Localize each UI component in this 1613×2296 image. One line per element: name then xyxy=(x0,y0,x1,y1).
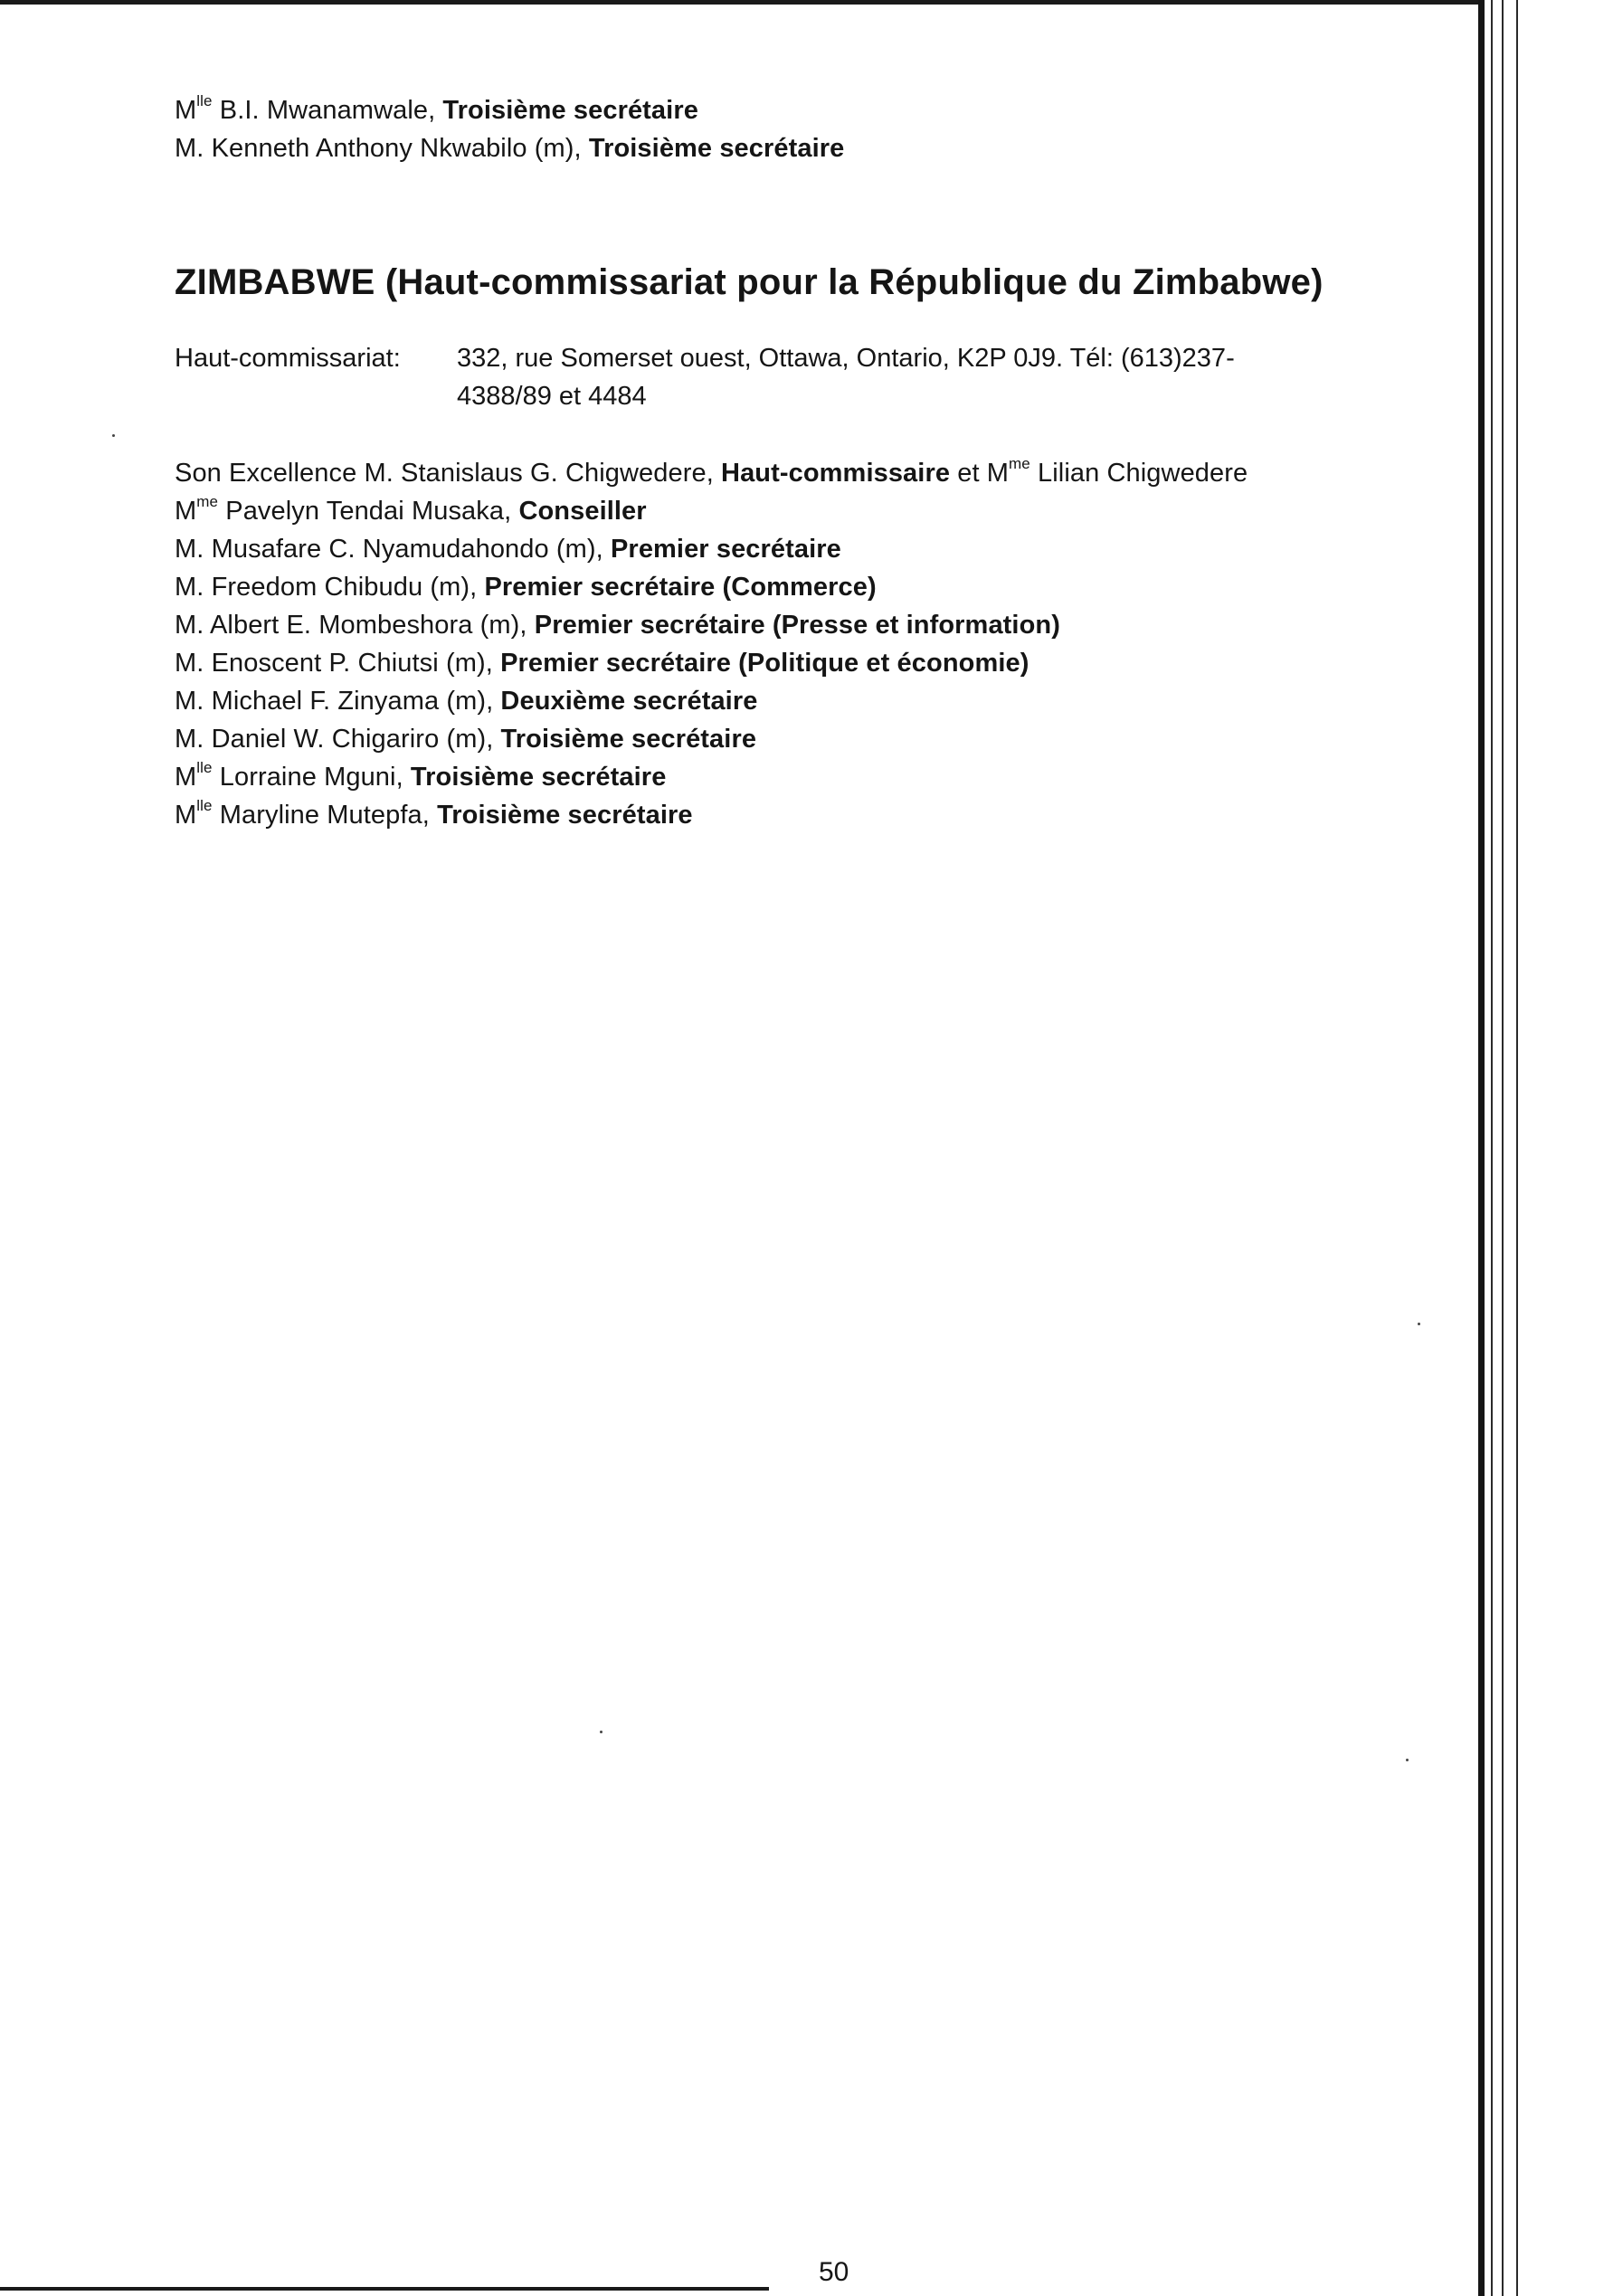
list-item: M. Kenneth Anthony Nkwabilo (m), Troisième secrétaire xyxy=(175,134,845,163)
scan-speck xyxy=(1418,1323,1420,1325)
head-of-mission: Son Excellence M. Stanislaus G. Chigwedere, Haut-commissaire et $M^{me}$ Lilian Chigwedere xyxy=(175,455,1248,488)
scan-speck xyxy=(112,434,115,437)
scan-edge-line xyxy=(1516,0,1518,2296)
scan-speck xyxy=(600,1731,603,1733)
scan-edge-line xyxy=(1491,0,1493,2296)
list-item: M. Albert E. Mombeshora (m), Premier secrétaire (Presse et information) xyxy=(175,611,1060,640)
page-edge-bottom xyxy=(0,2287,769,2291)
address-line: 332, rue Somerset ouest, Ottawa, Ontario, K2P 0J9. Tél: (613)237- xyxy=(457,344,1235,373)
list-item: $M^{lle}$ Maryline Mutepfa, Troisième secrétaire xyxy=(175,797,693,830)
list-item: M. Daniel W. Chigariro (m), Troisième secrétaire xyxy=(175,725,757,754)
top-list xyxy=(175,91,844,167)
list-item: M. Freedom Chibudu (m), Premier secrétaire (Commerce) xyxy=(175,573,877,602)
list-item: M. Enoscent P. Chiutsi (m), Premier secrétaire (Politique et économie) xyxy=(175,649,1029,678)
page-number: 50 xyxy=(819,2257,849,2287)
list-item: M. Musafare C. Nyamudahondo (m), Premier secrétaire xyxy=(175,535,841,564)
scan-edge-line xyxy=(1502,0,1504,2296)
list-item: $M^{me}$ Pavelyn Tendai Musaka, Conseiller xyxy=(175,493,647,526)
staff-list xyxy=(175,454,1248,834)
list-item: M. Michael F. Zinyama (m), Deuxième secrétaire xyxy=(175,687,758,716)
section-heading: ZIMBABWE (Haut-commissariat pour la République du Zimbabwe) xyxy=(175,262,1324,302)
address-text xyxy=(457,339,1488,415)
list-item: $M^{lle}$ Lorraine Mguni, Troisième secrétaire xyxy=(175,759,667,792)
address-line: 4388/89 et 4484 xyxy=(457,382,647,411)
address-label: Haut-commissariat: xyxy=(175,344,401,373)
list-item: $M^{lle}$ B.I. Mwanamwale, Troisième secrétaire xyxy=(175,92,698,125)
page-edge-top xyxy=(0,0,1484,5)
scan-speck xyxy=(1406,1759,1409,1761)
